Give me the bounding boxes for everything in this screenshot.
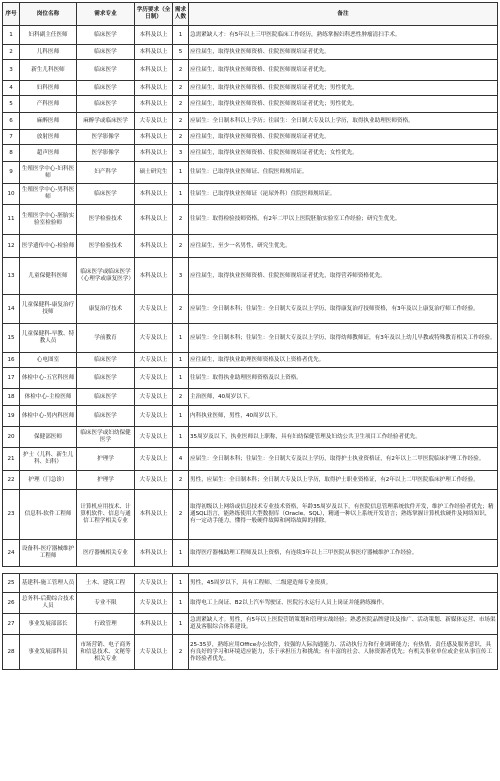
cell-major: 临床医学: [77, 406, 135, 427]
cell-num: 1: [173, 324, 189, 353]
cell-post: 基建科-施工管理人员: [20, 574, 77, 593]
cell-note: 应往届生，取得执业医师资格、住院医师规培证者优先，取得营养师资格优先。: [189, 258, 498, 295]
cell-no: 15: [3, 324, 20, 353]
cell-note: 男性，应届生：全日制本科；全日制大专及以上学历，取得护士职业资格证，有2年以上二甲医院临床护理工作经验。: [189, 471, 498, 490]
cell-edu: 大专及以上: [135, 593, 173, 614]
cell-note: 应往届生，取得执业医师资格、住院医师规培证者优先；男性优先。: [189, 81, 498, 96]
cell-post: 儿童保健科医师: [20, 258, 77, 295]
cell-major: 临床医学: [77, 81, 135, 96]
cell-no: 28: [3, 635, 20, 670]
header-edu: 学历要求（全日制）: [135, 3, 173, 26]
table-row: [3, 448, 498, 471]
cell-major: 临床医学: [77, 26, 135, 45]
cell-post: 妇科副主任医师: [20, 26, 77, 45]
cell-edu: 大专及以上: [135, 448, 173, 471]
cell-edu: 大专及以上: [135, 389, 173, 406]
cell-note: 急需紧缺人才。男性，有5年以上医院营销策划和管理实战经验；熟悉医院品牌建设及推广、活动策划、新媒体运营、市场渠道及客服综合体系建设。: [189, 614, 498, 635]
cell-major: 医学影像学: [77, 130, 135, 145]
cell-major: 医学检验技术: [77, 205, 135, 235]
table-row: [3, 635, 498, 670]
cell-note: 应往届生，取得执业医师资格、住院医师规培证者优先。: [189, 60, 498, 81]
cell-edu: 本科及以上: [135, 81, 173, 96]
table-row: [3, 162, 498, 184]
cell-num: 1: [173, 614, 189, 635]
cell-note: 应往届生，至少一名男性，研究生优先。: [189, 235, 498, 258]
cell-edu: 大专及以上: [135, 368, 173, 389]
cell-no: 7: [3, 130, 20, 145]
table-row: [3, 614, 498, 635]
cell-post: 设备科-医疗器械维护工程师: [20, 540, 77, 567]
cell-edu: 本科及以上: [135, 490, 173, 540]
cell-major: 土木、建筑工程: [77, 574, 135, 593]
cell-edu: 本科及以上: [135, 184, 173, 205]
cell-no: 18: [3, 389, 20, 406]
header-no: 序号: [3, 3, 20, 26]
cell-major: 医疗器械相关专业: [77, 540, 135, 567]
cell-note: 应往届生，取得执业医师资格、住院医师规培证者优先；女性优先。: [189, 145, 498, 162]
table-row: [3, 45, 498, 60]
cell-note: 往届生：取得执业助理医师资格及以上资格。: [189, 368, 498, 389]
cell-post: 体检中心-男内科医师: [20, 406, 77, 427]
cell-post: 儿科医师: [20, 45, 77, 60]
cell-no: 4: [3, 81, 20, 96]
header-num: 需求人数: [173, 3, 189, 26]
cell-no: 2: [3, 45, 20, 60]
cell-major: 临床医学: [77, 353, 135, 368]
cell-note: 取得初级以上网络或信息技术专业技术资格，年龄35周岁及以下，有医院信息管理系统软件开发，维护工作经验者优先；精通SQL语言，能熟练使用大型数据库（Oracle、SQL），精通一种以上系统开发语言；熟练掌握计算机软硬件及网络知识，有一定动手能力，懂得一般硬件故障和网络故障的排除。: [189, 490, 498, 540]
cell-edu: 大专及以上: [135, 353, 173, 368]
cell-no: 21: [3, 448, 20, 471]
cell-note: 应届生：全日制本科以上学历；往届生：全日制大专及以上学历，取得执业助理医师资格。: [189, 113, 498, 130]
cell-major: 临床医学: [77, 96, 135, 113]
cell-edu: 大专及以上: [135, 295, 173, 324]
cell-num: 1: [173, 540, 189, 567]
cell-no: 8: [3, 145, 20, 162]
cell-no: 9: [3, 162, 20, 184]
cell-post: 儿童保健科-早教、特教人员: [20, 324, 77, 353]
cell-no: 25: [3, 574, 20, 593]
cell-num: 1: [173, 184, 189, 205]
table-row: [3, 389, 498, 406]
cell-num: 3: [173, 258, 189, 295]
cell-edu: 大专及以上: [135, 635, 173, 670]
table-row: [3, 427, 498, 448]
cell-num: 4: [173, 448, 189, 471]
cell-note: 主治医师，40周岁以下。: [189, 389, 498, 406]
cell-note: 应届生：全日制本科；往届生：全日制大专及以上学历，取得幼师教师证，有3年及以上幼儿早教或特殊教育相关工作经验。: [189, 324, 498, 353]
table-body: [3, 26, 498, 670]
cell-major: 临床医学: [77, 45, 135, 60]
cell-note: 往届生：取得检验技师资格，有2年二甲以上医院胚胎实验室工作经验；研究生优先。: [189, 205, 498, 235]
cell-post: 生殖医学中心-男科医师: [20, 184, 77, 205]
recruitment-document: [2, 2, 498, 670]
cell-no: 5: [3, 96, 20, 113]
cell-num: 2: [173, 389, 189, 406]
cell-note: 往届生：已取得执业医师证（泌尿外科）住院医师规培证。: [189, 184, 498, 205]
cell-num: 1: [173, 574, 189, 593]
cell-edu: 本科及以上: [135, 258, 173, 295]
cell-no: 3: [3, 60, 20, 81]
cell-no: 16: [3, 353, 20, 368]
table-row: [3, 145, 498, 162]
cell-note: 应往届生，取得执业医师资格、住院医师规培证者优先；男性优先。: [189, 96, 498, 113]
cell-num: 1: [173, 406, 189, 427]
table-row: [3, 205, 498, 235]
cell-note: 应往届生，取得执业医师资格、住院医师规培证者优先。: [189, 45, 498, 60]
cell-major: 麻醉学或临床医学: [77, 113, 135, 130]
cell-no: 11: [3, 205, 20, 235]
cell-edu: 本科及以上: [135, 614, 173, 635]
cell-major: 计算机应用技术、计算机软件、信息与通信工程学相关专业: [77, 490, 135, 540]
cell-num: 2: [173, 295, 189, 324]
cell-num: 2: [173, 81, 189, 96]
cell-major: 临床医学: [77, 389, 135, 406]
cell-no: 19: [3, 406, 20, 427]
cell-post: 放射医师: [20, 130, 77, 145]
cell-num: 1: [173, 593, 189, 614]
cell-post: 护理（门急诊）: [20, 471, 77, 490]
cell-no: 13: [3, 258, 20, 295]
cell-no: 17: [3, 368, 20, 389]
cell-no: 24: [3, 540, 20, 567]
table-row: [3, 574, 498, 593]
cell-num: 2: [173, 635, 189, 670]
table-row: [3, 295, 498, 324]
table-row: [3, 593, 498, 614]
cell-major: 医学影像学: [77, 145, 135, 162]
cell-major: 护理学: [77, 448, 135, 471]
cell-note: 35周岁及以下，执业医师以上职称，具有妇幼保健管理及妇幼公共卫生项目工作经验者优先。: [189, 427, 498, 448]
table-row: [3, 26, 498, 45]
cell-num: 2: [173, 130, 189, 145]
cell-no: 27: [3, 614, 20, 635]
cell-major: 妇产科学: [77, 162, 135, 184]
cell-num: 5: [173, 45, 189, 60]
cell-note: 25-35岁，熟练应用Office办公软件，较强的人际沟通能力、活动执行力和行业调研能力；有热情、责任感及服务意识，具有良好的学习和环境适应能力，乐于承担压力和挑战；有丰富的社会、人脉资源者优先；有机关事业单位或企业从事宣传工作经验者优先。: [189, 635, 498, 670]
cell-edu: 大专及以上: [135, 471, 173, 490]
cell-num: 2: [173, 96, 189, 113]
cell-edu: 大专及以上: [135, 427, 173, 448]
cell-no: 10: [3, 184, 20, 205]
cell-edu: 大专及以上: [135, 406, 173, 427]
cell-major: 临床医学: [77, 184, 135, 205]
cell-num: 1: [173, 353, 189, 368]
cell-no: 1: [3, 26, 20, 45]
cell-post: 总务科-后勤综合技术人员: [20, 593, 77, 614]
cell-edu: 本科及以上: [135, 60, 173, 81]
cell-edu: 硕士研究生: [135, 162, 173, 184]
cell-note: 应往届生，取得执业医师资格、住院医师规培证者优先。: [189, 130, 498, 145]
table-row: [3, 406, 498, 427]
table-row: [3, 353, 498, 368]
cell-num: 2: [173, 60, 189, 81]
cell-edu: 本科及以上: [135, 96, 173, 113]
cell-post: 医学遗传中心-检验师: [20, 235, 77, 258]
table-row: [3, 184, 498, 205]
page-break: [3, 567, 498, 574]
cell-edu: 大专及以上: [135, 324, 173, 353]
cell-note: 应往届生，取得执业助理医师资格及以上资格者优先。: [189, 353, 498, 368]
cell-note: 男性，45周岁以下，具有工程师、二级建造师专业资质。: [189, 574, 498, 593]
cell-post: 妇科医师: [20, 81, 77, 96]
cell-post: 事业发展部科员: [20, 635, 77, 670]
cell-edu: 本科及以上: [135, 235, 173, 258]
table-row: [3, 540, 498, 567]
table-row: [3, 81, 498, 96]
cell-num: 1: [173, 162, 189, 184]
cell-major: 医学检验技术: [77, 235, 135, 258]
table-row: [3, 130, 498, 145]
cell-no: 20: [3, 427, 20, 448]
cell-edu: 本科及以上: [135, 45, 173, 60]
table-row: [3, 60, 498, 81]
table-row: [3, 471, 498, 490]
table-row: [3, 96, 498, 113]
cell-major: 康复治疗技术: [77, 295, 135, 324]
cell-note: 往届生：已取得执业医师证、住院医师规培证。: [189, 162, 498, 184]
cell-major: 临床医学或妇幼保健医学: [77, 427, 135, 448]
cell-note: 急需紧缺人才：有5年以上三甲医院临床工作经历，熟练掌握妇科恶性肿瘤清扫手术。: [189, 26, 498, 45]
cell-post: 超声医师: [20, 145, 77, 162]
cell-post: 心电图室: [20, 353, 77, 368]
cell-no: 22: [3, 471, 20, 490]
cell-edu: 本科及以上: [135, 26, 173, 45]
cell-no: 12: [3, 235, 20, 258]
cell-edu: 本科及以上: [135, 205, 173, 235]
cell-num: 2: [173, 235, 189, 258]
cell-num: 2: [173, 490, 189, 540]
table-row: [3, 490, 498, 540]
cell-major: 临床医学: [77, 60, 135, 81]
recruitment-table: [2, 2, 498, 670]
cell-num: 1: [173, 26, 189, 45]
cell-post: 生殖医学中心-胚胎实验室检验师: [20, 205, 77, 235]
cell-num: 3: [173, 145, 189, 162]
cell-num: 1: [173, 368, 189, 389]
cell-major: 护理学: [77, 471, 135, 490]
cell-edu: 本科及以上: [135, 540, 173, 567]
cell-edu: 本科及以上: [135, 145, 173, 162]
cell-major: 临床医学: [77, 368, 135, 389]
cell-no: 26: [3, 593, 20, 614]
table-row: [3, 258, 498, 295]
table-row: [3, 235, 498, 258]
table-row: [3, 113, 498, 130]
cell-no: 6: [3, 113, 20, 130]
cell-post: 体检中心-五官科医师: [20, 368, 77, 389]
cell-post: 保健部医师: [20, 427, 77, 448]
cell-edu: 大专及以上: [135, 113, 173, 130]
table-row: [3, 324, 498, 353]
cell-note: 取得电工上岗证、B2以上汽车驾驶证、医院污水运行人员上岗证并能熟练操作。: [189, 593, 498, 614]
cell-note: 应届生：全日制本科；往届生：全日制大专及以上学历，取得康复治疗技师资格，有3年及以上康复治疗师工作经验。: [189, 295, 498, 324]
header-note: 备注: [189, 3, 498, 26]
cell-major: 专业不限: [77, 593, 135, 614]
cell-post: 麻醉医师: [20, 113, 77, 130]
header-post: 岗位名称: [20, 3, 77, 26]
cell-post: 新生儿科医师: [20, 60, 77, 81]
cell-no: 14: [3, 295, 20, 324]
cell-num: 1: [173, 427, 189, 448]
cell-major: 临床医学或临床医学（心理学或康复医学）: [77, 258, 135, 295]
cell-edu: 大专及以上: [135, 574, 173, 593]
cell-post: 体检中心-主检医师: [20, 389, 77, 406]
cell-post: 儿童保健科-康复治疗技师: [20, 295, 77, 324]
cell-major: 学前教育: [77, 324, 135, 353]
cell-num: 2: [173, 205, 189, 235]
header-major: 需求专业: [77, 3, 135, 26]
cell-num: 2: [173, 471, 189, 490]
cell-note: 应届生：全日制本科；往届生：全日制大专及以上学历，取得护士执业资格证，有2年以上二甲医院临床护理工作经验。: [189, 448, 498, 471]
cell-num: 2: [173, 113, 189, 130]
cell-major: 市场营销、电子商务和信息技术、文秘等相关专业: [77, 635, 135, 670]
cell-no: 23: [3, 490, 20, 540]
cell-post: 生殖医学中心-妇科医师: [20, 162, 77, 184]
cell-major: 行政管理: [77, 614, 135, 635]
table-header-row: [3, 3, 498, 26]
cell-note: 内科执业医师，男性，40周岁以下。: [189, 406, 498, 427]
cell-post: 事业发展部部长: [20, 614, 77, 635]
cell-post: 产科医师: [20, 96, 77, 113]
cell-note: 取得医疗器械助理工程师及以上资格，有连续3年以上三甲医院从事医疗器械维护工作经验。: [189, 540, 498, 567]
cell-post: 护士（儿科、新生儿科、妇科）: [20, 448, 77, 471]
cell-edu: 本科及以上: [135, 130, 173, 145]
cell-post: 信息科-软件工程师: [20, 490, 77, 540]
table-row: [3, 368, 498, 389]
